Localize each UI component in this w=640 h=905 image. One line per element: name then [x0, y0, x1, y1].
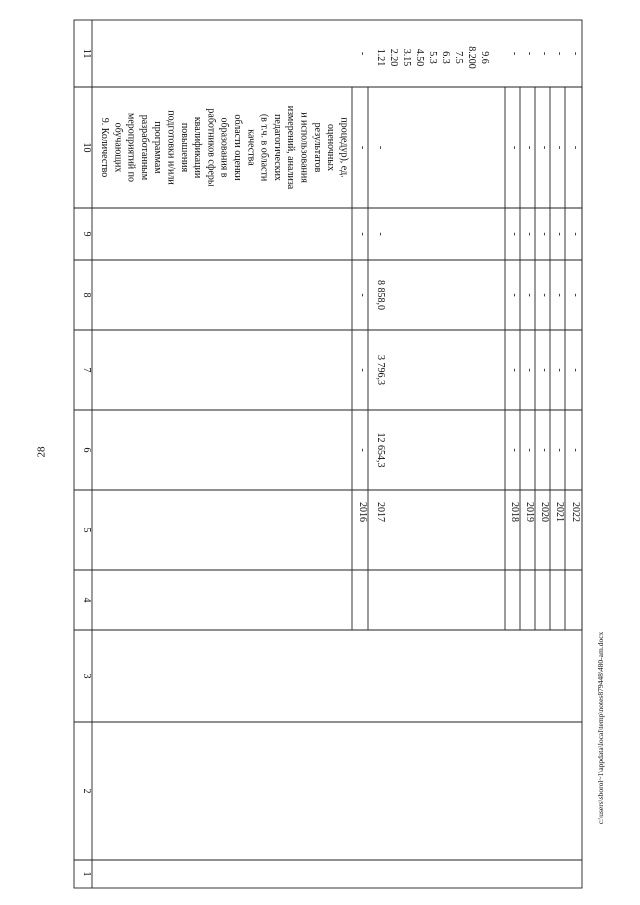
indicator-line: (в т.ч. в области	[258, 113, 270, 182]
cell-c7: -	[509, 293, 520, 297]
row-year: 2021	[554, 502, 565, 522]
cell-c9: -	[570, 145, 581, 150]
cell-c9: -	[509, 145, 520, 150]
cell-c8: -	[570, 232, 581, 236]
column-number-1: 1	[81, 871, 92, 877]
indicator-line: обучающих	[112, 122, 124, 173]
cell-c6: 3 796,3	[375, 355, 386, 385]
cell-c10-line: 9.6	[479, 51, 490, 64]
indicator-line: квалификации	[192, 116, 204, 179]
column-number-11: 11	[81, 48, 92, 59]
cell-c6: -	[539, 368, 550, 372]
column-number-4: 4	[81, 597, 92, 603]
page-number: 28	[35, 446, 48, 458]
cell-c5: -	[524, 448, 535, 452]
indicator-line: мероприятий по	[125, 113, 137, 182]
column-number-8: 8	[81, 292, 92, 298]
cell-c5: -	[554, 448, 565, 452]
indicator-line: и использования	[298, 112, 310, 183]
indicator-line: области оценки	[232, 114, 243, 181]
cell-c10-line: 6.3	[440, 51, 451, 64]
indicator-line: результатов	[311, 122, 323, 173]
cell-c7: -	[357, 293, 368, 297]
cell-c10-line: 3.15	[401, 48, 412, 67]
cell-c10-line: 8.200	[466, 46, 477, 69]
cell-c9: -	[539, 145, 550, 150]
cell-c10: -	[357, 51, 368, 56]
cell-c10-line: 5.3	[427, 51, 438, 64]
cell-c10-line: 2.20	[388, 48, 399, 67]
cell-c7: -	[524, 293, 535, 297]
cell-c6: -	[524, 368, 535, 372]
indicator-line: 9. Количество	[99, 117, 110, 178]
cell-c8: -	[509, 232, 520, 236]
cell-c6: -	[509, 368, 520, 372]
indicator-line: повышения	[178, 122, 190, 173]
cell-c7: 8 858,0	[375, 280, 386, 310]
column-number-10: 10	[81, 142, 92, 153]
cell-c10-line: 7.5	[453, 51, 464, 64]
row-year: 2022	[570, 502, 581, 522]
column-number-6: 6	[81, 447, 92, 453]
footer-file-path: c:\users\sborol~1\appdata\local\temp\notes879448\480-am.docx	[596, 631, 605, 825]
indicator-line: оценочных	[325, 124, 337, 171]
row-year: 2019	[524, 502, 535, 522]
cell-c5: -	[509, 448, 520, 452]
cell-c9: -	[357, 145, 368, 150]
indicator-line: педагогических	[271, 114, 283, 181]
indicator-line: подготовки и/или	[165, 110, 177, 185]
indicator-line: качества	[245, 129, 257, 166]
column-number-3: 3	[81, 673, 92, 679]
cell-c9: -	[375, 145, 386, 150]
cell-c9: -	[554, 145, 565, 150]
cell-c6: -	[554, 368, 565, 372]
cell-c5: -	[357, 448, 368, 452]
cell-c10: -	[554, 51, 565, 56]
column-number-7: 7	[81, 367, 92, 373]
cell-c9: -	[524, 145, 535, 150]
indicator-line: процедур), ед.	[338, 117, 350, 178]
cell-c10: -	[524, 51, 535, 56]
row-year: 2017	[375, 502, 386, 522]
cell-c6: -	[570, 368, 581, 372]
cell-c8: -	[554, 232, 565, 236]
cell-c6: -	[357, 368, 368, 372]
cell-c10: -	[509, 51, 520, 56]
column-number-2: 2	[81, 788, 92, 794]
cell-c10: -	[570, 51, 581, 56]
row-year: 2020	[539, 502, 550, 522]
indicator-line: работников сферы	[205, 108, 217, 187]
cell-c10-line: 1.21	[375, 48, 386, 67]
cell-c8: -	[539, 232, 550, 236]
cell-c8: -	[357, 232, 368, 236]
cell-c7: -	[539, 293, 550, 297]
cell-c10-line: 4.50	[414, 48, 425, 67]
cell-c8: -	[524, 232, 535, 236]
table-text	[81, 46, 581, 876]
cell-c10: -	[539, 51, 550, 56]
cell-c5: 12 654,3	[375, 432, 386, 468]
column-number-5: 5	[81, 527, 92, 533]
row-year: 2018	[509, 502, 520, 522]
cell-c7: -	[554, 293, 565, 297]
cell-c5: -	[570, 448, 581, 452]
indicator-line: образования в	[218, 117, 230, 178]
cell-c7: -	[570, 293, 581, 297]
indicator-line: разработанным	[138, 114, 150, 181]
cell-c8: -	[375, 232, 386, 236]
cell-c5: -	[539, 448, 550, 452]
column-number-9: 9	[81, 231, 92, 237]
indicator-line: программам	[152, 121, 164, 174]
indicator-line: измерений, анализа	[285, 105, 297, 190]
row-year: 2016	[357, 502, 368, 522]
